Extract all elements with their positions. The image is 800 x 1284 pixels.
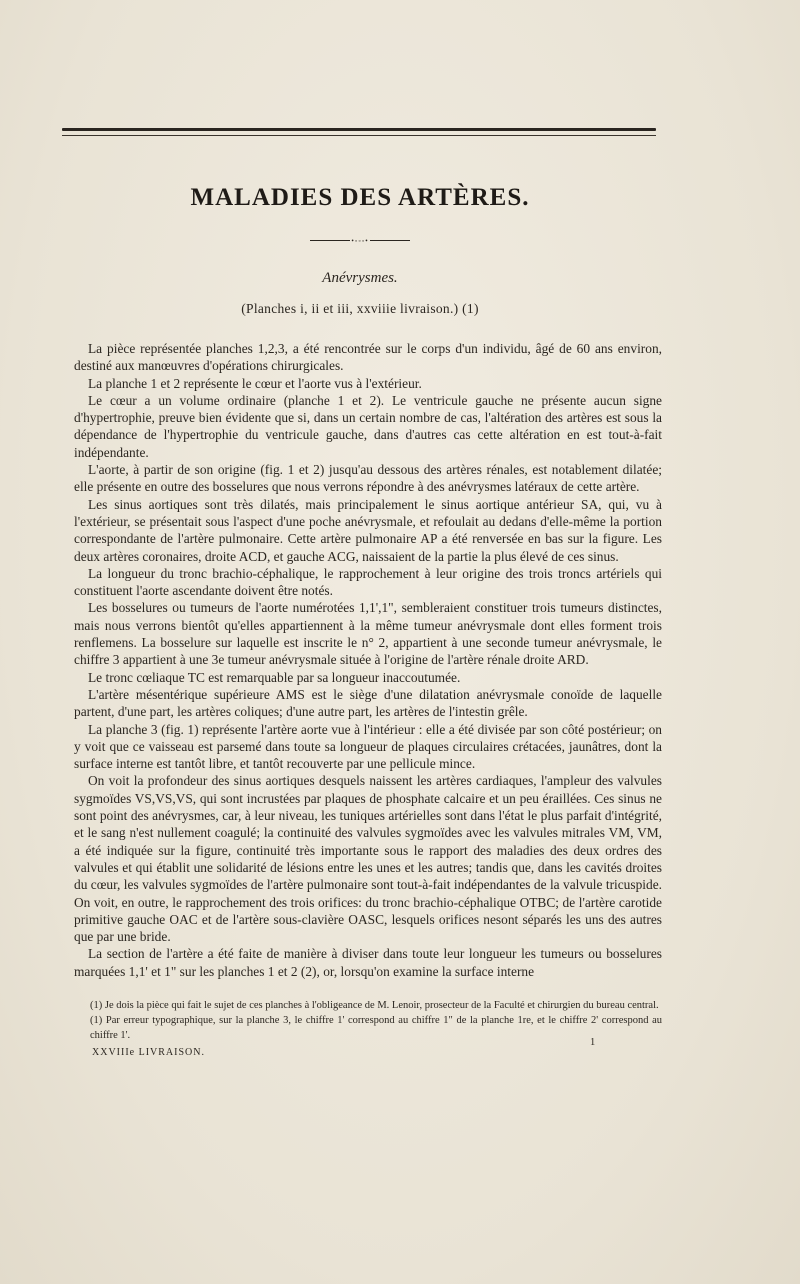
thick-rule — [62, 128, 656, 131]
footnote: (1) Je dois la pièce qui fait le sujet de ces planches à l'obligeance de M. Lenoir, prosecteur de la Faculté et chirurgien du bureau central. — [90, 1000, 659, 1011]
livraison-label: XXVIIIe LIVRAISON. — [92, 1047, 205, 1058]
paragraph: L'aorte, à partir de son origine (fig. 1 et 2) jusqu'au dessous des artères rénales, est notablement dilatée; elle présente en outre des bosselures que nous verrons répondre à des anévrysmes latéraux de cette artère. — [74, 462, 662, 495]
paragraph: La planche 3 (fig. 1) représente l'artère aorte vue à l'intérieur : elle a été divisée par son côté postérieur; on y voit que ce vaisseau est parsemé dans toute sa longueur de plaques circulaires crétacées, jaunâtres, dont la surface interne est tantôt libre, et tantôt recouverte par une pellicule mince. — [74, 721, 662, 772]
planches-reference: (Planches i, ii et iii, xxviiie livraison.) (1) — [241, 301, 479, 316]
paragraph: On voit la profondeur des sinus aortiques desquels naissent les artères cardiaques, l'ampleur des valvules sygmoïdes VS,VS,VS, qui sont incrustées par plaques de phosphate calcaire et un peu éraillées. Ces sinus ne sont point des anévrysmes, car, à leur niveau, les tuniques artérielles sont dans l'état le plus parfait d'intégrité, et le sang n'est nullement coagulé; la continuité des valvules sygmoïdes avec les valvules mitrales VM, VM, a été indiquée sur la figure, continuité très importante sous le rapport des maladies des deux ordres des valvules et qui établit une solidarité de lésions entre les unes et les autres; tandis que, dans les cavités droites du cœur, les valvules sygmoïdes de l'artère pulmonaire sont tout-à-fait indépendantes de la valvule tricuspide. On voit, en outre, le rapprochement des trois orifices: du tronc brachio-céphalique OTBC; de l'artère carotide primitive gauche OAC et de l'artère sous-clavière OASC, lesquels orifices nesont séparés les uns des autres que par une bride. — [74, 773, 662, 945]
title-ornament — [310, 237, 410, 245]
paragraph: La planche 1 et 2 représente le cœur et l'aorte vus à l'extérieur. — [88, 375, 422, 391]
body-text — [74, 340, 662, 980]
paragraph: Les bosselures ou tumeurs de l'aorte numérotées 1,1',1", sembleraient constituer trois tumeurs distinctes, mais nous verrons bientôt qu'elles appartiennent à la même tumeur anévrysmale dont elles forment trois renflemens. La bosselure sur laquelle est inscrite le n° 2, appartient à une seconde tumeur anévrysmale, le chiffre 3 appartient à une 3e tumeur anévrysmale située à l'origine de l'artère rénale droite ARD. — [74, 600, 662, 668]
page-title: MALADIES DES ARTÈRES. — [190, 184, 530, 211]
paragraph: La pièce représentée planches 1,2,3, a été rencontrée sur le corps d'un individu, âgé de 60 ans environ, destiné aux manœuvres d'opérations chirurgicales. — [74, 341, 662, 374]
thin-rule — [62, 135, 656, 136]
footnote: (1) Par erreur typographique, sur la planche 3, le chiffre 1' correspond au chiffre 1" de la planche 1re, et le chiffre 2' correspond au chiffre 1'. — [90, 1015, 662, 1041]
paragraph: L'artère mésentérique supérieure AMS est le siège d'une dilatation anévrysmale conoïde de laquelle partent, d'une part, les artères coliques; d'une autre part, les artères de l'intestin grêle. — [74, 686, 662, 720]
page-number: 1 — [590, 1037, 596, 1048]
section-subtitle: Anévrysmes. — [322, 270, 398, 286]
ornament-line-right — [370, 240, 410, 241]
paragraph: La section de l'artère a été faite de manière à diviser dans toute leur longueur les tumeurs ou bosselures marquées 1,1' et 1" sur les planches 1 et 2 (2), or, lorsqu'on examine la surface interne — [74, 946, 662, 979]
paragraph: Le tronc cœliaque TC est remarquable par sa longueur inaccoutumée. — [88, 669, 461, 685]
paragraph: Les sinus aortiques sont très dilatés, mais principalement le sinus aortique antérieur SA, qui, vu à l'extérieur, se présentait sous l'aspect d'une poche anévrysmale, et refoulait au dedans d'elle-même la portion correspondante de l'artère pulmonaire. Cette artère pulmonaire AP a été renversée en bas sur la figure. Les deux artères coronaires, droite ACD, et gauche ACG, naissaient de la partie la plus élevé de ces sinus. — [74, 496, 662, 564]
paragraph: La longueur du tronc brachio-céphalique, le rapprochement à leur origine des trois troncs artériels qui constituent l'aorte ascendante doivent être notés. — [74, 565, 662, 599]
top-double-rule — [62, 128, 656, 138]
footnotes — [90, 998, 662, 1043]
ornament-dots: •◦◦◦• — [351, 237, 369, 245]
ornament-line-left — [310, 240, 350, 241]
paragraph: Le cœur a un volume ordinaire (planche 1 et 2). Le ventricule gauche ne présente aucun signe d'hypertrophie, preuve bien évidente que si, dans un certain nombre de cas, l'altération des artères est sous la dépendance de l'hypertrophie du ventricule gauche, dans d'autres cas cette altération en est tout-à-fait indépendante. — [74, 392, 662, 460]
